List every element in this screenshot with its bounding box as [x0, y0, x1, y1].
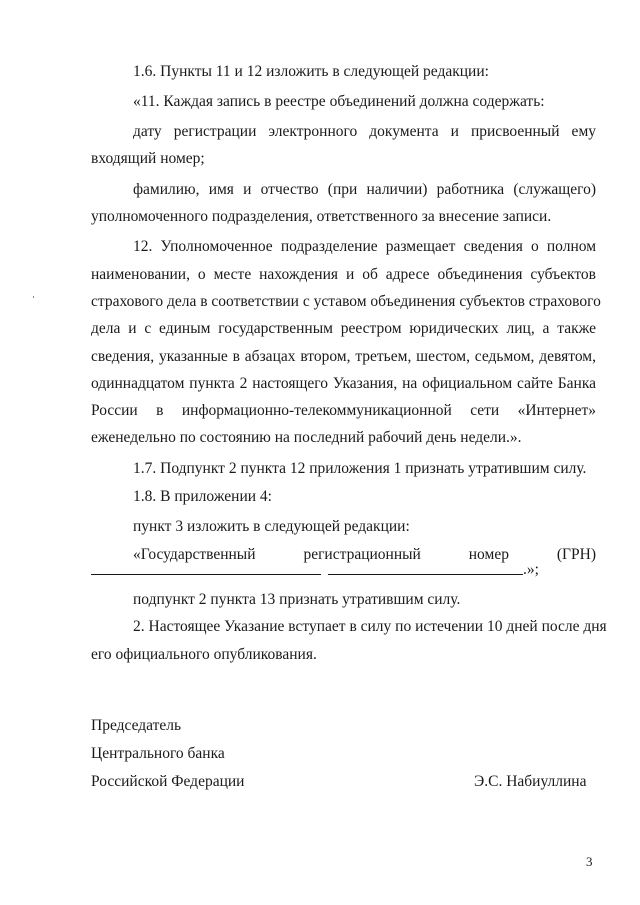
grn-line: «Государственный регистрационный номер (ГРН): [133, 546, 596, 563]
paragraph-11-intro: «11. Каждая запись в реестре объединений должна содержать:: [133, 93, 545, 110]
scan-mark: [33, 296, 34, 298]
paragraph-11-item2-line2: уполномоченного подразделения, ответственного за внесение записи.: [91, 208, 552, 225]
paragraph-12-line1: 12. Уполномоченное подразделение размещает сведения о полном: [133, 238, 596, 255]
grn-line-end: .»;: [523, 561, 539, 578]
paragraph-12-line2: наименовании, о месте нахождения и об адресе объединения субъектов: [91, 266, 596, 283]
blank-line-right: [328, 574, 523, 575]
paragraph-1-7: 1.7. Подпункт 2 пункта 12 приложения 1 признать утратившим силу.: [133, 460, 587, 477]
paragraph-11-item1-line1: дату регистрации электронного документа и присвоенный ему: [133, 123, 596, 140]
paragraph-12-line6: одиннадцатом пункта 2 настоящего Указания, на официальном сайте Банка: [91, 375, 596, 392]
paragraph-2-line2: его официального опубликования.: [91, 646, 317, 663]
paragraph-subitem-13: подпункт 2 пункта 13 признать утратившим силу.: [133, 591, 461, 608]
signature-title-line2: Центрального банка: [91, 745, 225, 762]
signatory-name: Э.С. Набиуллина: [474, 773, 587, 790]
paragraph-1-8: 1.8. В приложении 4:: [133, 488, 272, 505]
blank-line-left: [91, 574, 321, 575]
paragraph-12-line7: России в информационно-телекоммуникационной сети «Интернет»: [91, 402, 596, 419]
signature-title-line1: Председатель: [91, 717, 182, 734]
paragraph-2-line1: 2. Настоящее Указание вступает в силу по истечении 10 дней после дня: [133, 618, 607, 635]
paragraph-11-item1-line2: входящий номер;: [91, 150, 205, 167]
paragraph-1-6: 1.6. Пункты 11 и 12 изложить в следующей редакции:: [133, 63, 489, 80]
paragraph-12-line4: дела и с единым государственным реестром юридических лиц, а также: [91, 320, 596, 337]
signature-title-line3: Российской Федерации: [91, 773, 245, 790]
paragraph-12-line3: страхового дела в соответствии с уставом объединения субъектов страхового: [91, 293, 601, 310]
paragraph-12-line5: сведения, указанные в абзацах втором, третьем, шестом, седьмом, девятом,: [91, 348, 596, 365]
paragraph-1-8-item: пункт 3 изложить в следующей редакции:: [133, 518, 410, 535]
paragraph-11-item2-line1: фамилию, имя и отчество (при наличии) работника (служащего): [133, 181, 596, 198]
paragraph-12-line8: еженедельно по состоянию на последний рабочий день недели.».: [91, 429, 522, 446]
page-number: 3: [586, 854, 593, 869]
